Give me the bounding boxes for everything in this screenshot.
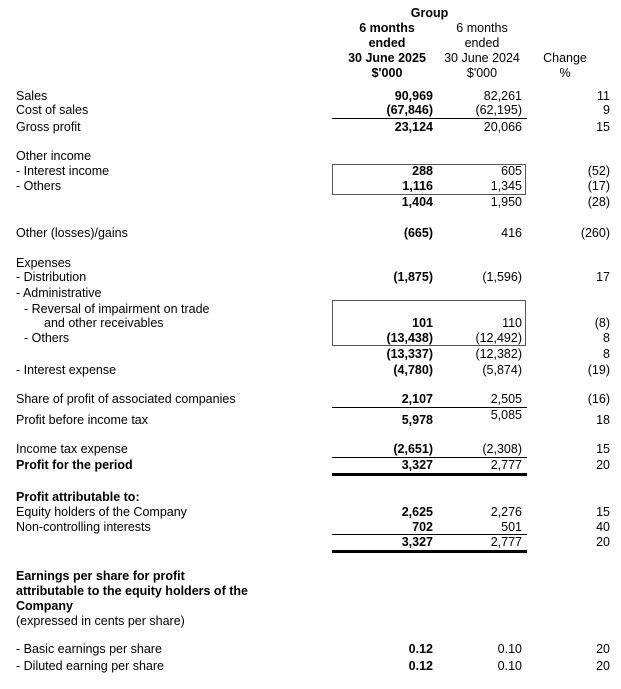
value-2025: 90,969 [394,89,433,103]
eps-note: (expressed in cents per share) [16,614,185,628]
value-2024: 0.10 [497,642,522,656]
value-change: (28) [587,195,610,209]
row-label-share-associates: Share of profit of associated companies [16,392,236,406]
header-change: Change [543,51,587,65]
value-2025: (4,780) [393,363,433,377]
value-2024: 2,505 [490,392,522,406]
value-2025: 1,116 [402,179,433,193]
row-label-profit-before-tax: Profit before income tax [16,413,149,427]
eps-heading-line1: Earnings per share for profit [16,569,185,583]
row-label-distribution: - Distribution [16,270,87,284]
value-2024: 5,085 [490,408,522,422]
value-2025: 0.12 [408,642,433,656]
value-change: 17 [596,270,610,284]
value-change: 40 [596,520,610,534]
value-2025: 101 [412,316,433,330]
subtotal-rule [332,118,527,119]
group-header: Group [410,6,449,20]
value-change: 8 [603,347,610,361]
row-label-administrative: - Administrative [16,286,102,300]
value-change: 9 [603,103,610,117]
value-change: (8) [594,316,610,330]
row-label-cost-of-sales: Cost of sales [16,103,89,117]
value-2024: (12,492) [475,331,522,345]
value-2024: 1,950 [490,195,522,209]
value-2024: 1,345 [490,179,522,193]
value-2025: (13,337) [386,347,433,361]
value-2025: 1,404 [401,195,433,209]
value-2024: 416 [501,226,522,240]
value-2025: (67,846) [386,103,433,117]
eps-heading-line2: attributable to the equity holders of the [16,584,248,598]
value-2025: 2,107 [401,392,433,406]
row-label-gross-profit: Gross profit [16,120,81,134]
header-2024-unit: $'000 [466,66,498,80]
header-change-unit: % [559,66,571,80]
value-2024: 2,276 [490,505,522,519]
value-2024: 605 [501,164,522,178]
row-label-interest-income: - Interest income [16,164,110,178]
value-2025: 2,625 [401,505,433,519]
value-2024: 110 [502,316,522,330]
row-label-income-tax: Income tax expense [16,442,128,456]
value-change: (16) [587,392,610,406]
row-label-diluted-eps: - Diluted earning per share [16,659,164,673]
value-2025: (1,875) [393,270,433,284]
value-change: 15 [596,505,610,519]
value-2025: 0.12 [408,659,433,673]
row-label-other-losses-gains: Other (losses)/gains [16,226,128,240]
row-label-admin-others: - Others [24,331,70,345]
row-label-interest-expense: - Interest expense [16,363,117,377]
row-label-basic-eps: - Basic earnings per share [16,642,162,656]
value-2024: 2,777 [490,458,522,472]
value-change: 20 [596,458,610,472]
value-2025: (665) [403,226,433,240]
total-rule [332,473,527,476]
value-change: 8 [603,331,610,345]
value-change: (260) [580,226,610,240]
value-2024: 501 [501,520,522,534]
value-2025: 702 [412,520,433,534]
value-2024: 20,066 [483,120,522,134]
row-label-nci: Non-controlling interests [16,520,151,534]
value-2024: 2,777 [490,535,522,549]
value-2024: 0.10 [497,659,522,673]
value-change: (52) [587,164,610,178]
value-change: 15 [596,120,610,134]
value-change: 20 [596,642,610,656]
header-2024-line3: 30 June 2024 [444,51,520,65]
value-change: 20 [596,659,610,673]
value-change: (17) [587,179,610,193]
value-2025: (13,438) [386,331,433,345]
row-label-expenses: Expenses [16,256,71,270]
row-label-other-income: Other income [16,149,92,163]
value-change: 18 [596,413,610,427]
value-2025: 3,327 [401,458,433,472]
value-2025: 23,124 [394,120,433,134]
row-label-sales: Sales [16,89,48,103]
value-change: 15 [596,442,610,456]
value-change: (19) [587,363,610,377]
header-2025-line3: 30 June 2025 [348,51,426,65]
header-2025-line1: 6 months [359,21,415,35]
value-2025: (2,651) [393,442,433,456]
value-2024: 82,261 [483,89,522,103]
header-2025-unit: $'000 [371,66,403,80]
value-2024: (1,596) [482,270,522,284]
row-label-other-income-others: - Others [16,179,62,193]
value-2025: 5,978 [401,413,433,427]
value-change: 20 [596,535,610,549]
row-label-profit-attributable: Profit attributable to: [16,490,140,504]
value-2024: (5,874) [482,363,522,377]
total-rule [332,550,527,553]
value-2025: 3,327 [401,535,433,549]
value-change: 11 [597,89,610,103]
value-2024: (2,308) [482,442,522,456]
header-2024-line1: 6 months [456,21,508,35]
row-label-profit-period: Profit for the period [16,458,133,472]
row-label-equity-holders: Equity holders of the Company [16,505,187,519]
header-2024-line2: ended [464,36,500,50]
header-2025-line2: ended [368,36,406,50]
eps-heading-line3: Company [16,599,73,613]
value-2024: (62,195) [475,103,522,117]
row-label-reversal-impairment-cont: and other receivables [44,316,164,330]
value-2025: 288 [412,164,433,178]
value-2024: (12,382) [475,347,522,361]
row-label-reversal-impairment: - Reversal of impairment on trade [24,302,210,316]
